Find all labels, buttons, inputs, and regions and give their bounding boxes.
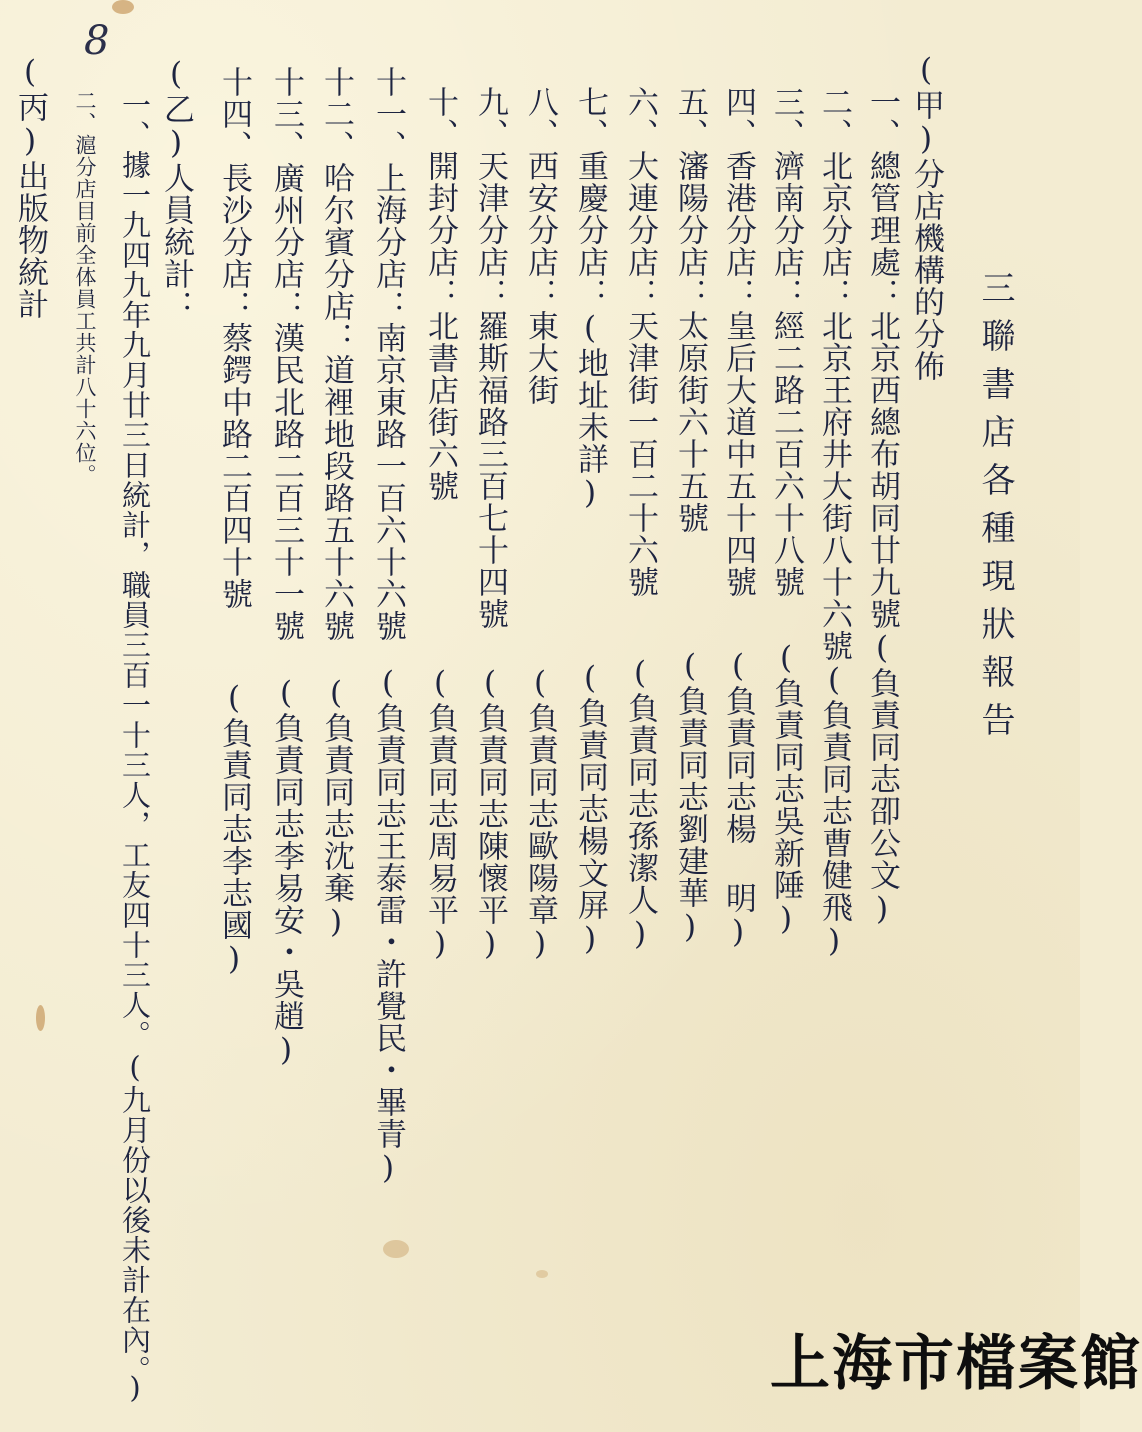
branch-person: (負責同志沈棄) — [318, 675, 354, 941]
branch-person: (負責同志卲公文) — [864, 630, 900, 928]
branch-name: 十、開封分店： — [422, 86, 458, 310]
branch-person: (負責同志王泰雷・許覺民・畢青) — [370, 665, 406, 1187]
ink-stain — [112, 0, 134, 14]
branch-entry — [472, 86, 508, 630]
ink-stain — [36, 1005, 45, 1031]
branch-name: 七、重慶分店： — [572, 86, 608, 310]
branch-person: (負責同志吳新陲) — [768, 640, 804, 938]
branch-address: 天津街一百二十六號 — [622, 310, 658, 598]
branch-person: (負責同志劉建華) — [672, 648, 708, 946]
branch-address: 漢民北路二百三十一號 — [268, 322, 304, 642]
branch-person: (負責同志李易安・吳趙) — [268, 675, 304, 1069]
branch-address: 北京西總布胡同廿九號 — [864, 310, 900, 630]
branch-entry — [572, 86, 608, 512]
branch-name: 六、大連分店： — [622, 86, 658, 310]
document-title: 三聯書店各種現狀報告 — [975, 270, 1015, 750]
branch-address: 南京東路一百六十六號 — [370, 322, 406, 642]
branch-name: 十三、廣州分店： — [268, 66, 304, 322]
branch-entry — [672, 86, 708, 534]
branch-address: 羅斯福路三百七十四號 — [472, 310, 508, 630]
branch-address: (地址未詳) — [572, 310, 608, 512]
branch-entry — [216, 66, 252, 610]
branch-name: 八、西安分店： — [522, 86, 558, 310]
section-a-heading: (甲)分店機構的分佈 — [908, 52, 944, 382]
branch-address: 經二路二百六十八號 — [768, 310, 804, 598]
branch-person: (負責同志李志國) — [216, 680, 252, 978]
ink-stain — [536, 1270, 548, 1278]
branch-name: 五、瀋陽分店： — [672, 86, 708, 310]
branch-name: 二、北京分店： — [816, 86, 852, 310]
branch-name: 九、天津分店： — [472, 86, 508, 310]
archive-seal: 上海市檔案館 — [770, 1329, 1142, 1399]
branch-entry — [268, 66, 304, 642]
branch-entry — [720, 86, 756, 598]
branch-entry — [422, 86, 458, 502]
branch-address: 道裡地段路五十六號 — [318, 354, 354, 642]
ink-stain — [383, 1240, 409, 1258]
branch-name: 十二、哈尔賓分店： — [318, 66, 354, 354]
section-b-heading: (乙)人員統計： — [158, 56, 194, 322]
branch-person: (負責同志歐陽章) — [522, 665, 558, 963]
branch-address: 北書店街六號 — [422, 310, 458, 502]
branch-person: (負責同志孫潔人) — [622, 655, 658, 953]
branch-person: (負責同志曹健飛) — [816, 662, 852, 960]
branch-person: (負責同志陳懷平) — [472, 665, 508, 963]
branch-name: 四、香港分店： — [720, 86, 756, 310]
branch-entry — [768, 86, 804, 598]
personnel-item-1: 一、據一九四九年九月廿三日統計，職員三百一十三人，工友四十三人。(九月份以後未計在內。) — [118, 90, 152, 1406]
section-c-heading: (丙)出版物統計 — [12, 54, 48, 320]
branch-address: 北京王府井大街八十六號 — [816, 310, 852, 662]
personnel-item-2: 二、滬分店目前全体員工共計八十六位。 — [73, 90, 97, 486]
branch-address: 太原街六十五號 — [672, 310, 708, 534]
branch-name: 一、總管理處： — [864, 86, 900, 310]
branch-address: 東大街 — [522, 310, 558, 406]
branch-entry — [318, 66, 354, 642]
branch-address: 蔡鍔中路二百四十號 — [216, 322, 252, 610]
branch-entry — [622, 86, 658, 598]
branch-address: 皇后大道中五十四號 — [720, 310, 756, 598]
branch-entry — [370, 66, 406, 642]
branch-name: 三、濟南分店： — [768, 86, 804, 310]
branch-name: 十一、上海分店： — [370, 66, 406, 322]
page-number: 8 — [84, 18, 110, 64]
branch-person: (負責同志楊 明) — [720, 648, 756, 951]
branch-person: (負責同志楊文屏) — [572, 660, 608, 958]
branch-entry — [816, 86, 852, 960]
branch-entry — [864, 86, 900, 928]
branch-person: (負責同志周易平) — [422, 665, 458, 963]
branch-name: 十四、長沙分店： — [216, 66, 252, 322]
branch-entry — [522, 86, 558, 406]
